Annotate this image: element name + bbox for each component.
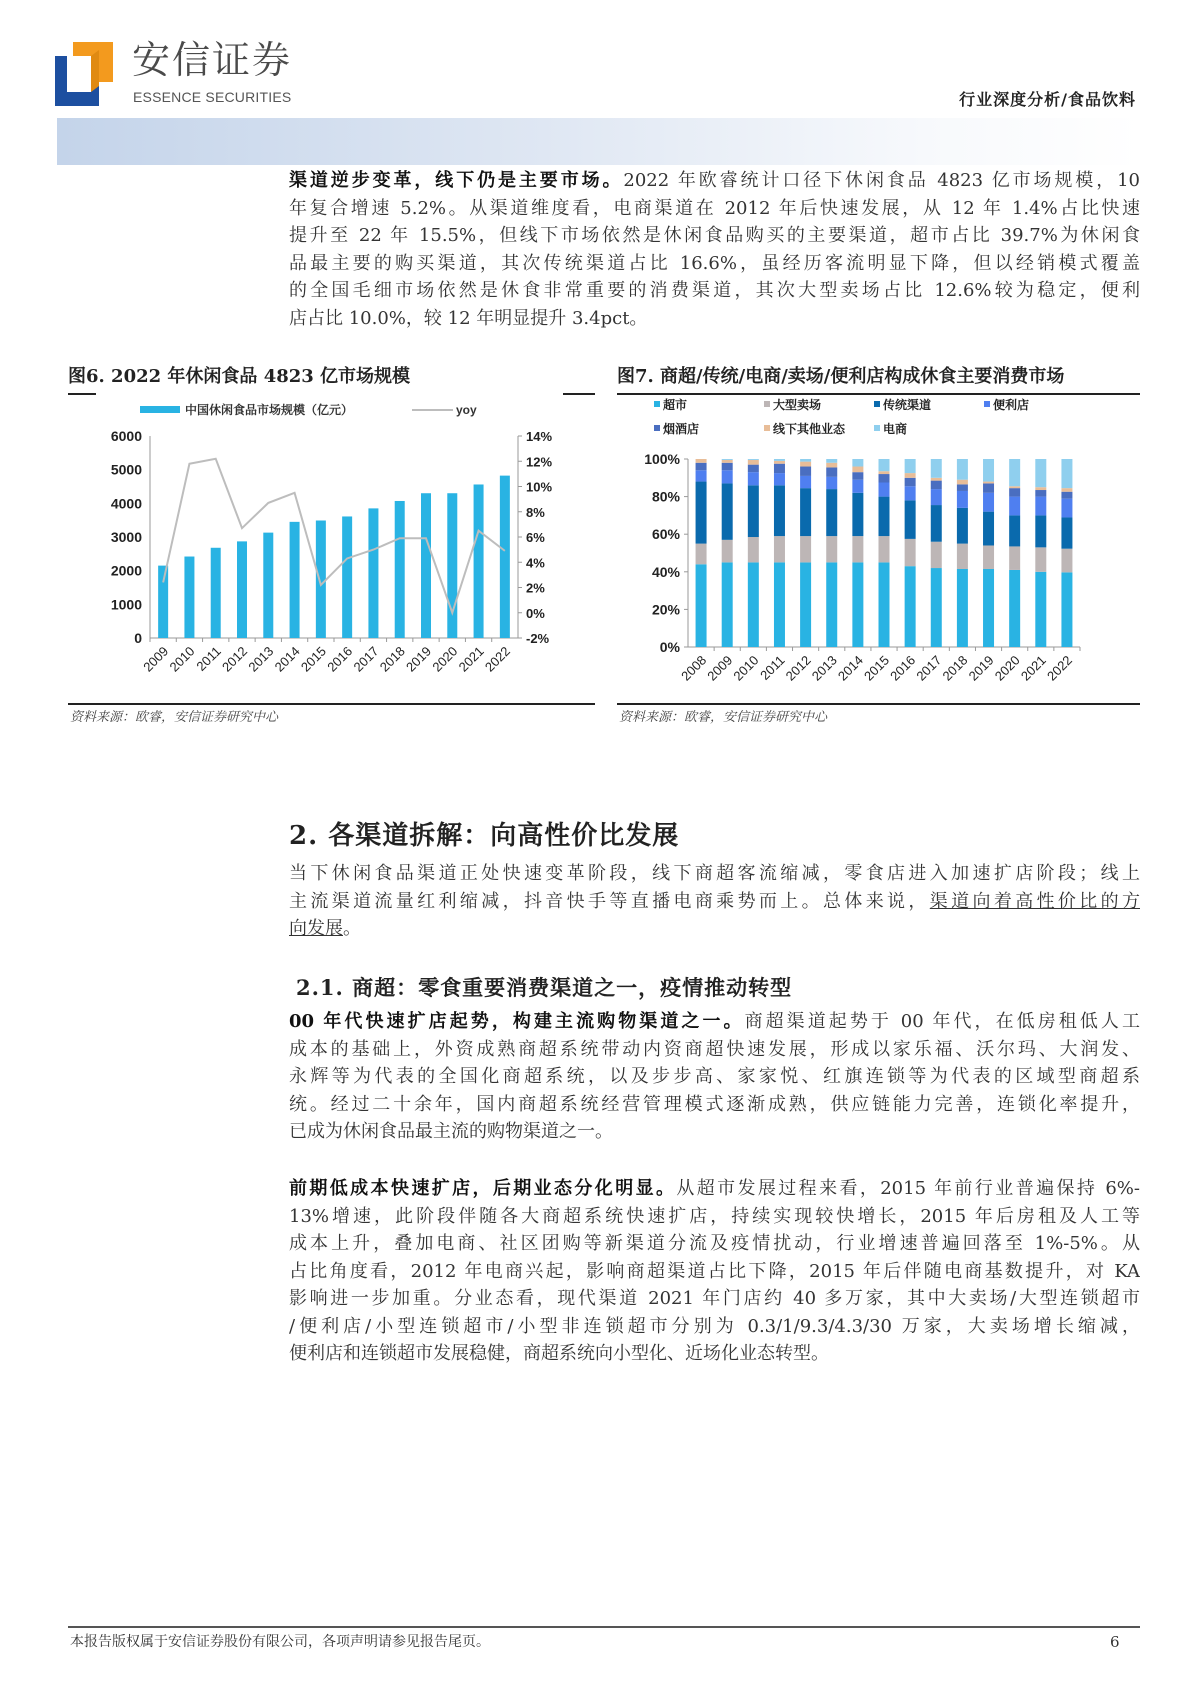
figure6-title-rule-right: [563, 393, 595, 395]
stacked-bar-segment: [696, 564, 707, 647]
stacked-bar-segment: [696, 463, 707, 471]
stacked-bar-segment: [774, 461, 785, 464]
legend-label: 烟酒店: [663, 422, 700, 436]
text-segment: /便利店/小型连锁超市/小型非连锁超市分别为 0.3/1/9.3/4.3/30 万家，大卖场增长缩减，: [289, 1315, 1140, 1337]
stacked-bar-segment: [826, 467, 837, 476]
figure7-source-rule: [617, 703, 1140, 705]
underlined-text: 向发展: [289, 918, 343, 939]
y-tick-label: 40%: [651, 563, 680, 580]
stacked-bar-segment: [696, 459, 707, 463]
bar-market-size: [500, 476, 510, 638]
x-tick-label: 2016: [324, 643, 356, 675]
bar-market-size: [158, 566, 168, 638]
text-segment: 便利店和连锁超市发展稳健，商超系统向小型化、近场化业态转型。: [289, 1343, 829, 1364]
text-line: [289, 222, 1140, 250]
stacked-bar-segment: [774, 536, 785, 562]
x-tick-label: 2017: [350, 643, 382, 675]
stacked-bar-segment: [1061, 459, 1072, 488]
x-tick-label: 2014: [834, 652, 866, 684]
stacked-bar-segment: [1035, 497, 1046, 516]
section2-heading: 2. 各渠道拆解：向高性价比发展: [289, 821, 680, 851]
stacked-bar-segment: [879, 497, 890, 536]
header-gradient-band: [57, 118, 1140, 165]
stacked-bar-segment: [722, 460, 733, 463]
stacked-bar-segment: [1061, 492, 1072, 499]
text-segment: 已成为休闲食品最主流的购物渠道之一。: [289, 1121, 613, 1142]
x-tick-label: 2013: [245, 643, 277, 675]
stacked-bar-segment: [1009, 488, 1020, 496]
stacked-bar-segment: [1009, 486, 1020, 488]
stacked-bar-segment: [931, 489, 942, 505]
legend-swatch: [764, 425, 770, 431]
text-line: [289, 1175, 1140, 1203]
text-segment: 成本的基础上，外资成熟商超系统带动内资商超快速发展，形成以家乐福、沃尔玛、大润发、: [289, 1038, 1140, 1060]
text-segment: 店占比 10.0%，较 12 年明显提升 3.4pct。: [289, 307, 648, 329]
text-line: [289, 1091, 1140, 1119]
text-line: [289, 860, 1140, 888]
stacked-bar-segment: [957, 569, 968, 647]
stacked-bar-segment: [931, 481, 942, 489]
legend-swatch: [654, 425, 660, 431]
stacked-bar-segment: [722, 463, 733, 471]
stacked-bar-segment: [1035, 515, 1046, 547]
y-tick-label: 4000: [110, 495, 142, 512]
legend-label: 大型卖场: [773, 398, 822, 412]
bar-market-size: [342, 516, 352, 638]
footer-rule: [68, 1626, 1140, 1628]
bar-market-size: [447, 493, 457, 638]
y2-tick-label: 8%: [526, 504, 545, 520]
stacked-bar-segment: [748, 562, 759, 647]
stacked-bar-segment: [748, 465, 759, 473]
stacked-bar-segment: [722, 459, 733, 460]
text-line: [289, 250, 1140, 278]
stacked-bar-segment: [957, 480, 968, 485]
text-segment: 品最主要的购买渠道，其次传统渠道占比 16.6%，虽经历客流明显下降，但以经销模式覆盖: [289, 252, 1140, 274]
stacked-bar-segment: [1009, 546, 1020, 570]
stacked-bar-segment: [800, 476, 811, 488]
stacked-bar-segment: [800, 488, 811, 536]
y-tick-label: 5000: [110, 461, 142, 478]
stacked-bar-segment: [800, 562, 811, 647]
text-segment: 从超市发展过程来看，2015 年前行业普遍保持 6%-: [676, 1178, 1140, 1199]
text-segment: 统。经过二十余年，国内商超系统经营管理模式逐渐成熟，供应链能力完善，连锁化率提升，: [289, 1093, 1140, 1115]
stacked-bar-segment: [800, 459, 811, 462]
legend-swatch: [654, 401, 660, 407]
stacked-bar-segment: [826, 463, 837, 468]
stacked-bar-segment: [905, 478, 916, 486]
stacked-bar-segment: [1009, 459, 1020, 486]
y2-tick-label: 10%: [526, 479, 553, 495]
x-tick-label: 2022: [481, 643, 513, 675]
stacked-bar-segment: [1061, 517, 1072, 548]
x-tick-label: 2010: [730, 652, 762, 684]
x-tick-label: 2009: [704, 652, 736, 684]
x-tick-label: 2022: [1043, 652, 1076, 684]
legend-label-market-size: 中国休闲食品市场规模（亿元）: [185, 403, 354, 417]
stacked-bar-segment: [983, 482, 994, 484]
stacked-bar-segment: [1035, 490, 1046, 497]
stacked-bar-segment: [983, 459, 994, 482]
legend-label: 超市: [663, 398, 688, 412]
page-number: 6: [1110, 1633, 1120, 1651]
stacked-bar-segment: [931, 505, 942, 542]
bold-lead-text: 渠道逆步变革，线下仍是主要市场。: [289, 170, 624, 191]
legend-swatch: [874, 401, 880, 407]
y-tick-label: 1000: [110, 596, 142, 613]
bold-lead-text: 前期低成本快速扩店，后期业态分化明显。: [289, 1178, 677, 1199]
stacked-bar-segment: [748, 460, 759, 465]
stacked-bar-segment: [722, 470, 733, 483]
bar-market-size: [474, 484, 484, 638]
text-segment: 13%增速，此阶段伴随各大商超系统快速扩店，持续实现较快增长，2015 年后房租及人工等: [289, 1205, 1140, 1227]
bar-market-size: [395, 501, 405, 638]
stacked-bar-segment: [905, 539, 916, 566]
stacked-bar-segment: [774, 464, 785, 473]
stacked-bar-segment: [826, 489, 837, 536]
x-tick-label: 2009: [140, 643, 172, 675]
x-tick-label: 2015: [861, 652, 893, 684]
stacked-bar-segment: [696, 482, 707, 544]
stacked-bar-segment: [1061, 488, 1072, 492]
section21-heading: 2.1. 商超：零食重要消费渠道之一，疫情推动转型: [296, 975, 793, 1000]
legend-swatch: [984, 401, 990, 407]
y2-tick-label: -2%: [526, 631, 550, 646]
stacked-bar-segment: [722, 562, 733, 647]
stacked-bar-segment: [905, 473, 916, 478]
bar-market-size: [237, 541, 247, 638]
legend-label: 便利店: [993, 398, 1030, 412]
stacked-bar-segment: [774, 459, 785, 461]
stacked-bar-segment: [983, 512, 994, 546]
x-tick-label: 2018: [939, 652, 971, 684]
text-line: [289, 1230, 1140, 1258]
figure6-chart: [68, 398, 595, 703]
figure6-title: 图6. 2022 年休闲食品 4823 亿市场规模: [68, 366, 411, 387]
stacked-bar-segment: [826, 477, 837, 489]
y-tick-label: 0: [134, 630, 142, 646]
bar-market-size: [263, 533, 273, 638]
stacked-bar-segment: [879, 483, 890, 497]
stacked-bar-segment: [879, 536, 890, 562]
stacked-bar-segment: [957, 491, 968, 508]
x-tick-label: 2014: [271, 643, 303, 675]
bar-market-size: [184, 557, 194, 638]
stacked-bar-segment: [879, 471, 890, 474]
y2-tick-label: 2%: [526, 580, 545, 596]
stacked-bar-segment: [957, 459, 968, 480]
footer-disclaimer: 本报告版权属于安信证券股份有限公司，各项声明请参见报告尾页。: [70, 1634, 490, 1650]
text-line: [289, 1340, 1140, 1368]
x-tick-label: 2008: [678, 652, 710, 684]
text-line: [289, 1008, 1140, 1036]
y-tick-label: 6000: [110, 428, 142, 444]
stacked-bar-segment: [983, 493, 994, 512]
text-segment: 永辉等为代表的全国化商超系统，以及步步高、家家悦、红旗连锁等为代表的区域型商超系: [289, 1066, 1140, 1087]
legend-label-yoy: yoy: [456, 403, 477, 417]
x-tick-label: 2021: [455, 643, 487, 675]
x-tick-label: 2010: [166, 643, 198, 675]
figure6-source-rule: [68, 703, 595, 705]
stacked-bar-segment: [1061, 549, 1072, 573]
figure7-source: 资料来源：欧睿，安信证券研究中心: [619, 710, 828, 725]
y-tick-label: 0%: [659, 639, 680, 655]
y-tick-label: 100%: [644, 451, 680, 467]
bar-market-size: [290, 522, 300, 638]
y-tick-label: 20%: [651, 601, 680, 618]
text-segment: 占比角度看，2012 年电商兴起，影响商超渠道占比下降，2015 年后伴随电商基数提升，对 KA: [289, 1260, 1140, 1282]
stacked-bar-segment: [800, 462, 811, 467]
stacked-bar-segment: [826, 562, 837, 647]
text-line: [289, 915, 1140, 943]
text-line: [289, 1036, 1140, 1064]
stacked-bar-segment: [696, 544, 707, 565]
stacked-bar-segment: [983, 545, 994, 569]
text-segment: 影响进一步加重。分业态看，现代渠道 2021 年门店约 40 多万家，其中大卖场/大型连锁超市: [289, 1288, 1140, 1309]
x-tick-label: 2011: [193, 643, 224, 674]
stacked-bar-segment: [852, 562, 863, 647]
stacked-bar-segment: [800, 467, 811, 476]
underlined-text: 渠道向着高性价比的方: [929, 890, 1140, 912]
legend-swatch: [764, 401, 770, 407]
text-segment: 当下休闲食品渠道正处快速变革阶段，线下商超客流缩减，零食店进入加速扩店阶段；线上: [289, 863, 1140, 884]
stacked-bar-segment: [931, 542, 942, 568]
stacked-bar-segment: [1061, 572, 1072, 647]
text-line: [289, 1313, 1140, 1341]
stacked-bar-segment: [1009, 570, 1020, 647]
text-segment: 的全国毛细市场依然是休食非常重要的消费渠道，其次大型卖场占比 12.6%较为稳定，便利: [289, 280, 1140, 301]
x-tick-label: 2021: [1017, 652, 1049, 684]
stacked-bar-segment: [879, 459, 890, 471]
text-line: [289, 888, 1140, 916]
text-segment: 主流渠道流量红利缩减，抖音快手等直播电商乘势而上。总体来说，: [289, 890, 930, 912]
y2-tick-label: 4%: [526, 555, 545, 571]
stacked-bar-segment: [983, 483, 994, 492]
essence-logo-icon: [55, 42, 113, 106]
stacked-bar-segment: [774, 562, 785, 647]
text-line: [289, 1118, 1140, 1146]
figure7-chart: [617, 398, 1140, 703]
section2-paragraph: [289, 860, 1140, 943]
stacked-bar-segment: [1061, 499, 1072, 518]
figure7-title-rule: [617, 393, 1140, 395]
bar-market-size: [316, 521, 326, 638]
bar-market-size: [421, 493, 431, 638]
section21-paragraph2: [289, 1175, 1140, 1368]
stacked-bar-segment: [957, 484, 968, 491]
x-tick-label: 2011: [757, 652, 788, 683]
stacked-bar-segment: [1009, 515, 1020, 546]
x-tick-label: 2015: [297, 643, 329, 675]
legend-swatch: [874, 425, 880, 431]
stacked-bar-segment: [931, 478, 942, 481]
y-tick-label: 3000: [110, 529, 142, 545]
y-tick-label: 2000: [110, 562, 142, 579]
text-line: [289, 1285, 1140, 1313]
stacked-bar-segment: [852, 536, 863, 562]
x-tick-label: 2013: [808, 652, 840, 684]
stacked-bar-segment: [879, 474, 890, 482]
logo-text-en: ESSENCE SECURITIES: [133, 89, 292, 105]
text-line: [289, 167, 1140, 195]
stacked-bar-segment: [852, 480, 863, 493]
report-type-label: 行业深度分析/食品饮料: [959, 90, 1136, 109]
stacked-bar-segment: [852, 472, 863, 480]
section21-paragraph1: [289, 1008, 1140, 1146]
x-tick-label: 2012: [782, 652, 814, 684]
bar-market-size: [368, 508, 378, 638]
x-tick-label: 2019: [965, 652, 997, 684]
legend-label: 传统渠道: [883, 398, 932, 412]
y2-tick-label: 14%: [526, 429, 553, 444]
stacked-bar-segment: [957, 544, 968, 569]
y-tick-label: 80%: [651, 488, 680, 505]
y2-tick-label: 0%: [526, 605, 545, 621]
bar-market-size: [211, 548, 221, 638]
stacked-bar-segment: [1009, 497, 1020, 516]
y2-tick-label: 12%: [526, 454, 553, 470]
stacked-bar-segment: [957, 508, 968, 544]
stacked-bar-segment: [774, 485, 785, 536]
stacked-bar-segment: [774, 473, 785, 485]
stacked-bar-segment: [852, 493, 863, 536]
stacked-bar-segment: [905, 566, 916, 647]
legend-swatch-market-size: [140, 406, 180, 413]
stacked-bar-segment: [748, 472, 759, 485]
stacked-bar-segment: [1035, 547, 1046, 571]
stacked-bar-segment: [748, 485, 759, 537]
y2-tick-label: 6%: [526, 530, 545, 545]
text-segment: 2022 年欧睿统计口径下休闲食品 4823 亿市场规模，10: [623, 170, 1140, 191]
x-tick-label: 2018: [376, 643, 408, 675]
text-segment: 。: [343, 918, 361, 939]
stacked-bar-segment: [722, 483, 733, 539]
x-tick-label: 2019: [403, 643, 435, 675]
stacked-bar-segment: [748, 537, 759, 562]
stacked-bar-segment: [905, 459, 916, 473]
legend-label: 电商: [883, 422, 908, 436]
figure7-title: 图7. 商超/传统/电商/卖场/便利店构成休食主要消费市场: [617, 366, 1065, 387]
x-tick-label: 2012: [219, 643, 251, 675]
stacked-bar-segment: [852, 467, 863, 473]
figure6-title-rule: [68, 393, 96, 395]
bold-lead-text: 00 年代快速扩店起势，构建主流购物渠道之一。: [289, 1011, 745, 1032]
stacked-bar-segment: [879, 562, 890, 647]
x-tick-label: 2016: [887, 652, 919, 684]
logo-text-cn: 安信证券: [132, 38, 293, 82]
text-segment: 提升至 22 年 15.5%，但线下市场依然是休闲食品购买的主要渠道，超市占比 39.7%为休闲食: [289, 225, 1140, 246]
stacked-bar-segment: [800, 536, 811, 562]
y-tick-label: 60%: [651, 526, 680, 543]
stacked-bar-segment: [1035, 572, 1046, 647]
stacked-bar-segment: [983, 569, 994, 647]
figure6-source: 资料来源：欧睿，安信证券研究中心: [70, 710, 279, 725]
stacked-bar-segment: [826, 459, 837, 463]
stacked-bar-segment: [1035, 487, 1046, 490]
text-line: [289, 195, 1140, 223]
text-line: [289, 1258, 1140, 1286]
x-tick-label: 2020: [429, 643, 461, 675]
stacked-bar-segment: [748, 459, 759, 460]
legend-label: 线下其他业态: [773, 422, 846, 436]
text-line: [289, 1063, 1140, 1091]
text-segment: 商超渠道起势于 00 年代，在低房租低人工: [744, 1011, 1140, 1032]
stacked-bar-segment: [722, 540, 733, 563]
x-tick-label: 2020: [991, 652, 1023, 684]
stacked-bar-segment: [696, 470, 707, 481]
x-tick-label: 2017: [913, 652, 945, 684]
text-segment: 成本上升，叠加电商、社区团购等新渠道分流及疫情扰动，行业增速普遍回落至 1%-5%。从: [289, 1233, 1140, 1254]
stacked-bar-segment: [826, 536, 837, 562]
stacked-bar-segment: [931, 568, 942, 647]
text-line: [289, 305, 1140, 333]
text-line: [289, 277, 1140, 305]
text-segment: 年复合增速 5.2%。从渠道维度看，电商渠道在 2012 年后快速发展，从 12 年 1.4%占比快速: [289, 197, 1140, 219]
stacked-bar-segment: [931, 459, 942, 478]
stacked-bar-segment: [905, 486, 916, 500]
stacked-bar-segment: [1035, 459, 1046, 487]
stacked-bar-segment: [852, 459, 863, 467]
text-line: [289, 1203, 1140, 1231]
intro-paragraph: [289, 167, 1140, 332]
stacked-bar-segment: [905, 500, 916, 539]
